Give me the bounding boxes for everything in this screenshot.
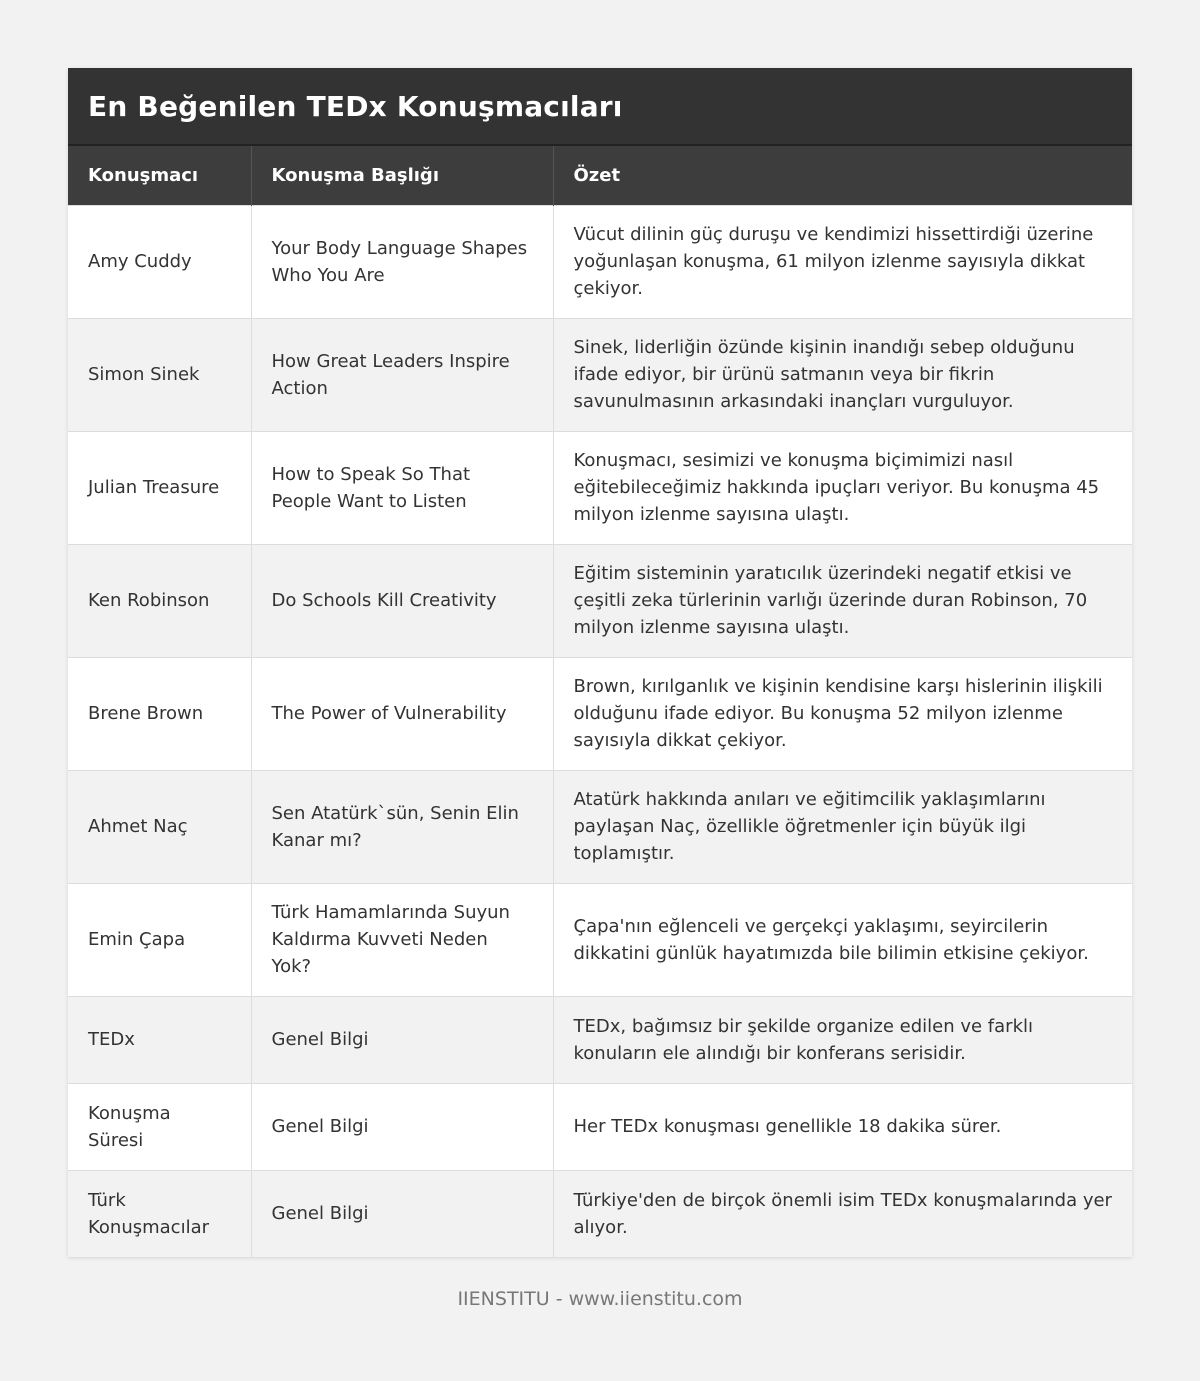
talk-title-cell: Genel Bilgi: [251, 1083, 553, 1170]
summary-cell: Sinek, liderliğin özünde kişinin inandığı sebep olduğunu ifade ediyor, bir ürünü satmanın veya bir fikrin savunulmasının arkasındaki inançları vurguluyor.: [553, 318, 1132, 431]
table-row: [68, 318, 1132, 431]
table-row: [68, 544, 1132, 657]
speaker-cell: Ken Robinson: [68, 544, 251, 657]
summary-cell: TEDx, bağımsız bir şekilde organize edilen ve farklı konuların ele alındığı bir konferans serisidir.: [553, 996, 1132, 1083]
summary-cell: Çapa'nın eğlenceli ve gerçekçi yaklaşımı, seyircilerin dikkatini günlük hayatımızda bile bilimin etkisine çekiyor.: [553, 883, 1132, 996]
talk-title-cell: The Power of Vulnerability: [251, 657, 553, 770]
summary-cell: Eğitim sisteminin yaratıcılık üzerindeki negatif etkisi ve çeşitli zeka türlerinin varlığı üzerinde duran Robinson, 70 milyon izlenme sayısına ulaştı.: [553, 544, 1132, 657]
table-row: [68, 770, 1132, 883]
talk-title-cell: Genel Bilgi: [251, 996, 553, 1083]
column-header-summary: Özet: [553, 145, 1132, 205]
talk-title-cell: Your Body Language Shapes Who You Are: [251, 205, 553, 318]
table-row: [68, 431, 1132, 544]
speaker-cell: Emin Çapa: [68, 883, 251, 996]
speaker-cell: Amy Cuddy: [68, 205, 251, 318]
table-row: [68, 1170, 1132, 1257]
speaker-cell: Konuşma Süresi: [68, 1083, 251, 1170]
speaker-cell: Julian Treasure: [68, 431, 251, 544]
talk-title-cell: Sen Atatürk`sün, Senin Elin Kanar mı?: [251, 770, 553, 883]
summary-cell: Konuşmacı, sesimizi ve konuşma biçimimizi nasıl eğitebileceğimiz hakkında ipuçları veriyor. Bu konuşma 45 milyon izlenme sayısına ulaştı.: [553, 431, 1132, 544]
talk-title-cell: Genel Bilgi: [251, 1170, 553, 1257]
talk-title-cell: How Great Leaders Inspire Action: [251, 318, 553, 431]
talk-title-cell: Türk Hamamlarında Suyun Kaldırma Kuvveti Neden Yok?: [251, 883, 553, 996]
summary-cell: Vücut dilinin güç duruşu ve kendimizi hissettirdiği üzerine yoğunlaşan konuşma, 61 milyon izlenme sayısıyla dikkat çekiyor.: [553, 205, 1132, 318]
table-row: [68, 205, 1132, 318]
summary-cell: Her TEDx konuşması genellikle 18 dakika sürer.: [553, 1083, 1132, 1170]
speaker-cell: Türk Konuşmacılar: [68, 1170, 251, 1257]
table-row: [68, 1083, 1132, 1170]
table-row: [68, 657, 1132, 770]
table-header-row: [68, 145, 1132, 205]
speaker-cell: Ahmet Naç: [68, 770, 251, 883]
speaker-cell: TEDx: [68, 996, 251, 1083]
talk-title-cell: Do Schools Kill Creativity: [251, 544, 553, 657]
talk-title-cell: How to Speak So That People Want to Listen: [251, 431, 553, 544]
column-header-talk-title: Konuşma Başlığı: [251, 145, 553, 205]
title-bar: [68, 68, 1132, 144]
page-title: En Beğenilen TEDx Konuşmacıları: [88, 89, 623, 123]
summary-cell: Atatürk hakkında anıları ve eğitimcilik yaklaşımlarını paylaşan Naç, özellikle öğretmenler için büyük ilgi toplamıştır.: [553, 770, 1132, 883]
table-row: [68, 883, 1132, 996]
speakers-card: [68, 68, 1132, 1257]
summary-cell: Türkiye'den de birçok önemli isim TEDx konuşmalarında yer alıyor.: [553, 1170, 1132, 1257]
speaker-cell: Brene Brown: [68, 657, 251, 770]
column-header-speaker: Konuşmacı: [68, 145, 251, 205]
table-row: [68, 996, 1132, 1083]
footer-credit: IIENSTITU - www.iienstitu.com: [457, 1288, 743, 1310]
speaker-cell: Simon Sinek: [68, 318, 251, 431]
summary-cell: Brown, kırılganlık ve kişinin kendisine karşı hislerinin ilişkili olduğunu ifade ediyor. Bu konuşma 52 milyon izlenme sayısıyla dikkat çekiyor.: [553, 657, 1132, 770]
speakers-table: [68, 144, 1132, 1257]
